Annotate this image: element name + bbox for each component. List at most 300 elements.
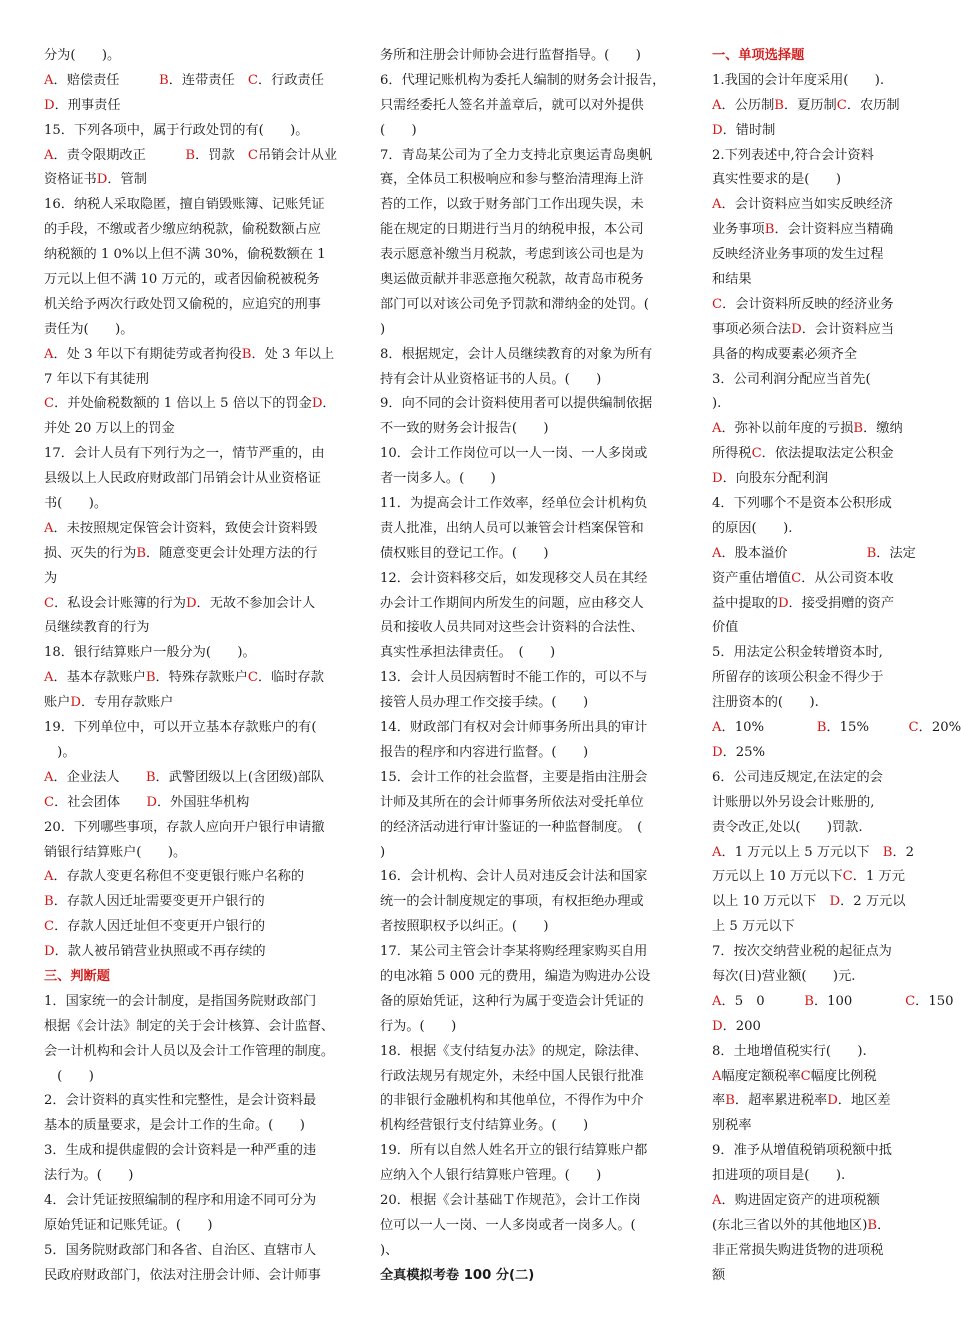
text-segment: 法行为。( ) — [44, 1168, 134, 1184]
text-line — [44, 467, 356, 492]
text-line — [380, 268, 682, 293]
option-letter: C — [247, 72, 258, 88]
text-segment: ． — [877, 1217, 891, 1233]
text-line — [44, 243, 356, 268]
text-line — [380, 69, 682, 94]
text-segment: ．法定 — [876, 545, 916, 561]
text-line — [712, 268, 907, 293]
option-letter: B — [867, 1217, 878, 1233]
text-segment: 接管人员办理工作交接手续。( ) — [380, 695, 589, 711]
text-segment: ．行政责任 — [257, 72, 324, 88]
option-letter: B — [44, 894, 54, 910]
option-letter: C — [905, 993, 916, 1009]
option-letter: D — [827, 1093, 838, 1109]
text-segment: ．处 3 年以下有期徒劳或者拘役 — [53, 346, 242, 362]
text-line — [380, 1114, 682, 1139]
option-letter: D — [185, 595, 197, 611]
text-line — [712, 1089, 907, 1114]
text-line — [44, 791, 356, 816]
text-segment: 益中提取的 — [712, 595, 778, 611]
text-segment: ．200 — [722, 1018, 761, 1034]
text-line — [44, 766, 356, 791]
text-segment: 吊销会计从业 — [257, 147, 338, 163]
option-letter: A — [44, 520, 54, 536]
text-line — [712, 841, 915, 866]
text-segment: 13．会计人员因病暂时不能工作的，可以不与 — [380, 670, 648, 686]
text-line — [380, 791, 682, 816]
text-line — [380, 467, 682, 492]
text-segment: 机构经营银行支付结算业务。( ) — [380, 1118, 589, 1134]
text-line — [44, 417, 356, 442]
text-line — [712, 243, 907, 268]
text-line — [44, 492, 356, 517]
option-letter: A — [712, 844, 722, 860]
text-segment: 责任为( )。 — [44, 321, 134, 337]
option-letter: C — [247, 670, 258, 686]
text-segment: 和结果 — [712, 272, 752, 288]
text-line — [380, 168, 682, 193]
text-line — [712, 816, 907, 841]
text-line — [712, 666, 907, 691]
text-segment: ．向股东分配利润 — [722, 471, 829, 487]
text-segment: ．社会团体 — [54, 794, 147, 810]
text-line — [712, 542, 916, 567]
text-segment: 7 年以下有其徒刑 — [44, 371, 149, 387]
option-letter: A — [44, 769, 54, 785]
text-line — [712, 119, 907, 144]
text-segment: ．连带责任 — [168, 72, 248, 88]
option-letter: C — [842, 869, 853, 885]
text-line — [380, 392, 682, 417]
text-segment: ( ) — [380, 122, 417, 138]
text-segment: 者按照职权予以纠正。( ) — [380, 919, 549, 935]
text-segment: 1．国家统一的会计制度，是指国务院财政部门 — [44, 993, 317, 1009]
text-segment: ．无故不参加会计人 — [196, 595, 316, 611]
option-letter: A — [712, 1068, 722, 1084]
text-line — [712, 915, 907, 940]
text-line — [712, 741, 907, 766]
text-line — [380, 890, 682, 915]
text-segment: 销银行结算账户( )。 — [44, 844, 187, 860]
text-segment: 所留存的该项公积金不得少于 — [712, 670, 884, 686]
text-segment: 价值 — [712, 620, 739, 636]
text-line — [44, 1089, 356, 1114]
text-segment: ．存款人因迁址需要变更开户银行的 — [53, 894, 265, 910]
text-line — [712, 293, 907, 318]
text-line — [712, 517, 907, 542]
text-line — [44, 1139, 356, 1164]
text-segment: 纳税额的 1 0%以上但不满 30%，偷税数额在 1 — [44, 247, 326, 263]
option-letter: B — [816, 720, 827, 736]
text-line — [380, 318, 682, 343]
text-line — [712, 592, 907, 617]
text-line — [712, 1139, 907, 1164]
text-line — [44, 716, 356, 741]
text-line — [44, 293, 356, 318]
option-letter: D — [712, 1018, 723, 1034]
text-line — [712, 616, 907, 641]
text-segment: 的经济活动进行审计鉴证的一种监督制度。 ( — [380, 819, 643, 835]
text-line — [44, 1264, 356, 1289]
text-segment: 能在规定的日期进行当月的纳税申报，本公司 — [380, 222, 644, 238]
text-line — [712, 1114, 907, 1139]
text-line — [712, 44, 907, 69]
text-line — [712, 567, 907, 592]
text-segment: ) — [380, 321, 386, 337]
text-segment: 6．公司违反规定,在法定的会 — [712, 769, 883, 785]
text-segment: 不一致的财务会计报告( ) — [380, 421, 549, 437]
option-letter: D — [712, 122, 723, 138]
text-line — [380, 1139, 682, 1164]
text-line — [44, 990, 356, 1015]
text-line — [712, 368, 907, 393]
text-line — [380, 641, 682, 666]
text-line — [44, 865, 356, 890]
text-segment: 计账册以外另设会计账册的, — [712, 794, 875, 810]
text-segment: ．存款人因迁址但不变更开户银行的 — [54, 919, 266, 935]
text-segment: 万元以上但不满 10 万元的，或者因偷税被税务 — [44, 272, 320, 288]
text-segment: 15．下列各项中，属于行政处罚的有( )。 — [44, 122, 309, 138]
option-letter: D — [311, 396, 323, 412]
text-segment: ．赔偿责任 — [53, 72, 160, 88]
text-segment: ．专用存款账户 — [80, 695, 174, 711]
text-line — [712, 1015, 907, 1040]
text-segment: ．2 — [892, 844, 915, 860]
text-segment: 部门可以对该公司免予罚款和滞纳金的处罚。( — [380, 296, 649, 312]
text-line — [44, 218, 356, 243]
text-segment: ．特殊存款账户 — [155, 670, 248, 686]
text-segment: 19．下列单位中，可以开立基本存款账户的有( — [44, 720, 317, 736]
text-segment: 5．用法定公积金转增资本时, — [712, 645, 883, 661]
text-segment: 基本的质量要求，是会计工作的生命。( ) — [44, 1118, 305, 1134]
text-line — [380, 865, 682, 890]
text-segment: 率 — [712, 1093, 726, 1109]
text-line — [44, 392, 356, 417]
text-segment: ．未按照规定保管会计资料，致使会计资料毁 — [53, 520, 318, 536]
text-segment: ．临时存款 — [257, 670, 324, 686]
text-line — [380, 243, 682, 268]
text-line — [380, 1015, 682, 1040]
text-segment: ．会计资料所反映的经济业务 — [722, 296, 894, 312]
text-line — [380, 1189, 682, 1214]
text-segment: 的原因( ). — [712, 520, 793, 536]
text-line — [380, 193, 682, 218]
text-segment: 计师及其所在的会计师事务所依法对受托单位 — [380, 794, 644, 810]
text-segment: ．农历制 — [846, 97, 900, 113]
text-segment: 15．会计工作的社会监督，主要是指由注册会 — [380, 769, 648, 785]
text-segment: 4．会计凭证按照编制的程序和用途不同可分为 — [44, 1192, 317, 1208]
text-segment: 16．纳税人采取隐匿，擅自销毁账簿、记账凭证 — [44, 197, 325, 213]
text-line — [380, 915, 682, 940]
option-letter: B — [136, 545, 147, 561]
text-segment: 19．所有以自然人姓名开立的银行结算账户都 — [380, 1143, 648, 1159]
text-line — [712, 716, 961, 741]
option-letter: C — [247, 147, 258, 163]
column-right — [712, 44, 961, 1289]
text-line — [380, 492, 682, 517]
text-line — [380, 666, 682, 691]
text-line — [380, 144, 682, 169]
text-line — [380, 368, 682, 393]
text-segment: 资产重估增值 — [712, 570, 792, 586]
text-line — [44, 442, 356, 467]
option-letter: A — [712, 545, 722, 561]
text-segment: ．100 — [813, 993, 906, 1009]
option-letter: A — [44, 147, 54, 163]
text-line — [712, 1264, 907, 1289]
text-segment: 账户 — [44, 695, 71, 711]
text-segment: ．地区差 — [837, 1093, 891, 1109]
text-line — [44, 890, 356, 915]
text-segment: ．25% — [722, 744, 766, 760]
text-line — [380, 1164, 682, 1189]
text-line — [712, 1189, 907, 1214]
text-segment: 员继续教育的行为 — [44, 620, 150, 636]
text-line — [712, 1239, 907, 1264]
text-line — [44, 1239, 356, 1264]
text-line — [380, 1040, 682, 1065]
text-segment: 责令改正,处以( )罚款. — [712, 819, 863, 835]
text-line — [44, 1214, 356, 1239]
text-segment: 9．向不同的会计资料使用者可以提供编制依据 — [380, 396, 653, 412]
text-segment: ．会计资料应当如实反映经济 — [721, 197, 893, 213]
column-middle — [380, 44, 682, 1289]
text-segment: ．企业法人 — [53, 769, 146, 785]
text-segment: 万元以上 10 万元以下 — [712, 869, 843, 885]
option-letter: A — [44, 869, 54, 885]
option-letter: B — [774, 97, 784, 113]
text-segment: ．武警团级以上(含团级)部队 — [155, 769, 325, 785]
text-segment: 幅度比例税 — [810, 1068, 877, 1084]
text-line — [44, 940, 356, 965]
text-segment: 4．下列哪个不是资本公积形成 — [712, 496, 892, 512]
text-segment: 责人批准，出纳人员可以兼管会计档案保管和 — [380, 520, 644, 536]
text-segment: ．管制 — [107, 172, 147, 188]
option-letter: C — [791, 570, 802, 586]
text-line — [712, 94, 907, 119]
text-line — [44, 517, 356, 542]
text-segment: 员和接收人员共同对这些会计资料的合法性、 — [380, 620, 644, 636]
text-segment: 书( )。 — [44, 496, 108, 512]
text-segment: 真实性承担法律责任。 ( ) — [380, 645, 556, 661]
text-segment: ．从公司资本收 — [801, 570, 894, 586]
text-segment: 上 5 万元以下 — [712, 919, 795, 935]
text-line — [44, 841, 356, 866]
text-line — [380, 691, 682, 716]
text-line — [44, 44, 356, 69]
option-letter: B — [241, 346, 252, 362]
text-line — [44, 616, 356, 641]
text-line — [380, 293, 682, 318]
text-segment: 位可以一人一岗、一人多岗或者一岗多人。( — [380, 1217, 636, 1233]
text-segment: 统一的会计制度规定的事项，有权拒绝办理或 — [380, 894, 644, 910]
option-letter: A — [712, 720, 722, 736]
text-segment: 20．根据《会计基础Ｔ作规范》，会计工作岗 — [380, 1192, 641, 1208]
text-segment: 8．根据规定，会计人员继续教育的对象为所有 — [380, 346, 653, 362]
text-line — [380, 990, 682, 1015]
option-letter: D — [712, 471, 723, 487]
text-segment: ．刑事责任 — [54, 97, 121, 113]
text-segment: ( ) — [44, 1068, 94, 1084]
text-line — [380, 1089, 682, 1114]
text-line — [44, 666, 356, 691]
text-line — [712, 766, 907, 791]
text-line — [380, 841, 682, 866]
text-segment: 办会计工作期间内所发生的问题，应由移交人 — [380, 595, 644, 611]
text-segment: 注册资本的( ). — [712, 695, 819, 711]
text-segment: ．接受捐赠的资产 — [788, 595, 895, 611]
option-letter: D — [791, 321, 802, 337]
text-line — [712, 965, 907, 990]
text-line — [712, 218, 907, 243]
text-line — [44, 592, 356, 617]
text-segment: ．存款人变更名称但不变更银行账户名称的 — [53, 869, 305, 885]
text-line — [380, 741, 682, 766]
text-segment: 17．会计人员有下列行为之一，情节严重的，由 — [44, 446, 325, 462]
text-line — [712, 691, 907, 716]
text-line — [712, 318, 907, 343]
option-letter: B — [866, 545, 877, 561]
text-segment: ．弥补以前年度的亏损 — [721, 421, 854, 437]
text-segment: 资格证书 — [44, 172, 97, 188]
option-letter: C — [44, 919, 55, 935]
text-segment: ．15% — [826, 720, 909, 736]
option-letter: B — [853, 421, 864, 437]
text-line — [712, 69, 907, 94]
section-heading: 全真模拟考卷 100 分(二) — [380, 1267, 535, 1283]
option-letter: C — [836, 97, 847, 113]
text-segment: ．会计资料应当精确 — [774, 222, 894, 238]
text-line — [44, 119, 356, 144]
text-segment: 7．青岛某公司为了全力支持北京奥运青岛奥帆 — [380, 147, 653, 163]
text-segment: 业务事项 — [712, 222, 765, 238]
text-line — [44, 1040, 356, 1065]
text-line — [712, 1040, 907, 1065]
text-segment: (东北三省以外的其他地区) — [712, 1217, 868, 1233]
text-segment: 以上 10 万元以下 — [712, 894, 830, 910]
text-segment: ．私设会计账簿的行为 — [54, 595, 186, 611]
text-segment: ．错时制 — [722, 122, 776, 138]
option-letter: B — [145, 670, 156, 686]
text-segment: ) — [380, 844, 386, 860]
text-line — [380, 442, 682, 467]
text-segment: ．会计资料应当 — [801, 321, 895, 337]
text-line — [380, 1214, 682, 1239]
text-segment: 应纳入个人银行结算账户管理。( ) — [380, 1168, 602, 1184]
option-letter: C — [44, 396, 55, 412]
option-letter: D — [829, 894, 841, 910]
text-segment: 务所和注册会计师协会进行监督指导。( ) — [380, 48, 641, 63]
option-letter: D — [712, 744, 723, 760]
text-segment: 表示愿意补缴当月税款，考虑到该公司也是为 — [380, 247, 644, 263]
option-letter: C — [908, 720, 919, 736]
text-segment: ．10% — [721, 720, 817, 736]
text-line — [44, 144, 356, 169]
option-letter: C — [44, 794, 55, 810]
option-letter: B — [882, 844, 893, 860]
text-line — [380, 965, 682, 990]
text-segment: 12．会计资料移交后，如发现移交人员在其经 — [380, 570, 648, 586]
text-line — [380, 592, 682, 617]
text-line — [380, 119, 682, 144]
text-segment: ．责令限期改正 — [53, 147, 186, 163]
text-segment: 2.下列表述中,符合会计资料 — [712, 147, 874, 163]
text-segment: 18．银行结算账户一般分为( )。 — [44, 645, 256, 661]
text-segment: ．超率累进税率 — [734, 1093, 828, 1109]
text-line — [712, 940, 907, 965]
text-line — [712, 1214, 907, 1239]
text-segment: 真实性要求的是( ) — [712, 172, 841, 188]
text-segment: 报告的程序和内容进行监督。( ) — [380, 744, 589, 760]
option-letter: C — [751, 446, 762, 462]
text-segment: 14．财政部门有权对会计师事务所出具的审计 — [380, 720, 648, 736]
text-segment: 的电冰箱 5 000 元的费用，编造为购进办公设 — [380, 968, 651, 984]
text-line — [44, 343, 356, 368]
text-segment: ．处 3 年以上 — [251, 346, 335, 362]
text-line — [380, 343, 682, 368]
text-line — [380, 94, 682, 119]
text-segment: 损、灭失的行为 — [44, 545, 137, 561]
text-segment: 6．代理记账机构为委托人编制的财务会计报告， — [380, 72, 666, 88]
option-letter: D — [96, 172, 108, 188]
text-segment: 1.我国的会计年度采用( ). — [712, 72, 885, 88]
text-segment: )、 — [380, 1242, 399, 1258]
option-letter: A — [44, 346, 54, 362]
text-segment: ．20% — [918, 720, 961, 736]
text-segment: 3．生成和提供虚假的会计资料是一种严重的违 — [44, 1143, 317, 1159]
text-segment: ．公历制 — [721, 97, 775, 113]
text-segment: ．基本存款账户 — [53, 670, 146, 686]
option-letter: D — [777, 595, 789, 611]
text-line — [380, 766, 682, 791]
text-segment: ．夏历制 — [783, 97, 837, 113]
text-line — [712, 990, 954, 1015]
text-line — [44, 94, 356, 119]
text-segment: 11．为提高会计工作效率，经单位会计机构负 — [380, 496, 648, 512]
text-segment: ．外国驻华机构 — [156, 794, 250, 810]
text-segment: 18．根据《支付结复办法》的规定，除法律、 — [380, 1043, 648, 1059]
text-line — [44, 641, 356, 666]
text-segment: 非正常损失购进货物的进项税 — [712, 1242, 884, 1258]
option-letter: D — [70, 695, 81, 711]
text-segment: ．股本溢价 — [721, 545, 867, 561]
text-segment: ．款人被吊销营业执照或不再存续的 — [54, 944, 266, 960]
option-letter: A — [712, 1192, 722, 1208]
text-segment: 者一岗多人。( ) — [380, 471, 496, 487]
section-heading: 一、单项选择题 — [712, 48, 805, 63]
option-letter: B — [159, 72, 169, 88]
text-segment: 10．会计工作岗位可以一人一岗、一人多岗或 — [380, 446, 648, 462]
text-line — [712, 791, 907, 816]
text-segment: 债权账目的登记工作。( ) — [380, 545, 549, 561]
text-segment: 原始凭证和记账凭证。( ) — [44, 1217, 213, 1233]
text-line — [380, 1264, 682, 1289]
text-line — [44, 1015, 356, 1040]
text-segment: 的手段，不缴或者少缴应纳税款，偷税数额占应 — [44, 222, 321, 238]
text-segment: 只需经委托人签名并盖章后，就可以对外提供 — [380, 97, 644, 113]
text-segment: ．2 万元以 — [840, 894, 906, 910]
text-line — [44, 368, 356, 393]
text-segment: 为 — [44, 570, 58, 586]
option-letter: D — [146, 794, 157, 810]
text-segment: 扣进项的项目是( ). — [712, 1168, 846, 1184]
text-line — [380, 616, 682, 641]
text-segment: ．150 — [915, 993, 954, 1009]
option-letter: A — [44, 670, 54, 686]
text-segment: 别税率 — [712, 1118, 752, 1134]
text-segment: ．依法提取法定公积金 — [761, 446, 894, 462]
option-letter: C — [44, 595, 55, 611]
